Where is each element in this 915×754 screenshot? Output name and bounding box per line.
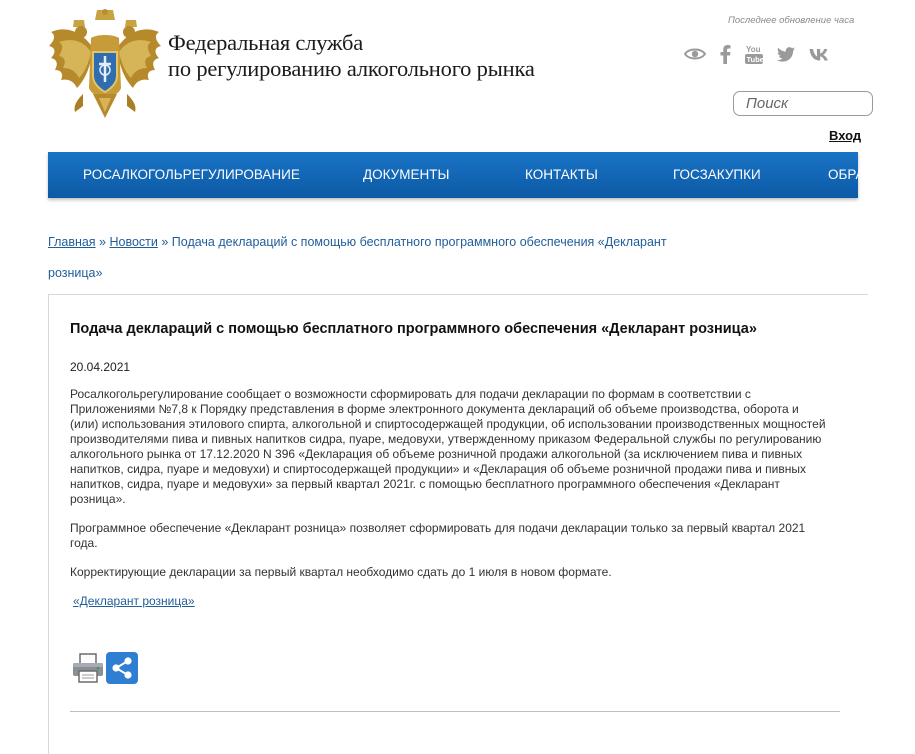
youtube-icon[interactable]: [745, 42, 763, 66]
search-box: [733, 91, 873, 116]
last-update-label: Последнее обновление часа: [728, 15, 855, 26]
twitter-icon[interactable]: [777, 42, 795, 66]
article-paragraph: Программное обеспечение «Декларант розница» позволяет сформировать для подачи декларации только за первый квартал 2021 года.: [70, 521, 806, 550]
svg-text:Tube: Tube: [746, 55, 764, 64]
main-nav: [48, 152, 915, 198]
breadcrumb-news[interactable]: Новости: [109, 235, 158, 249]
article-date: 20.04.2021: [70, 360, 131, 374]
svg-text:You: You: [746, 45, 761, 54]
declarant-download-link[interactable]: «Декларант розница»: [73, 594, 195, 608]
breadcrumb-separator: »: [157, 235, 172, 249]
breadcrumb-home[interactable]: Главная: [48, 235, 96, 249]
org-title-line2: по регулированию алкогольного рынка: [168, 56, 535, 81]
article-paragraph: Росалкогольрегулирование сообщает о возможности сформировать для подачи декларации по формам в соответствии с Приложениями №7,8 к Порядку представления в форме электронного документа деклараций об объеме производства, оборота и (или) использования этилового спирта, алкогольной и спиртосодержащей продукции, об использовании производственных мощностей производителями пива и пивных напитков сидра, пуаре, медовухи, утвержденному приказом Федеральной службы по регулированию алкогольного рынка от 17.12.2020 N 396 «Декларация об объеме розничной продажи алкогольной (за исключением пива и пивных напитков, сидра, пуаре и медовухи) и спиртосодержащей продукции» и «Декларация об объеме розничной продажи пива и пивных напитков, сидра, пуаре и медовухи» за первый квартал 2021г. с помощью бесплатного программного обеспечения «Декларант розница».: [70, 387, 826, 506]
breadcrumb-current: Подача деклараций с помощью бесплатного программного обеспечения «Декларант розница»: [48, 235, 667, 280]
article-actions: [72, 652, 140, 684]
article-body: [70, 387, 830, 609]
social-links: [684, 42, 845, 66]
search-input[interactable]: [734, 92, 872, 115]
nav-item-contacts[interactable]: КОНТАКТЫ: [525, 167, 598, 182]
org-title-line1: Федеральная служба: [168, 30, 364, 55]
nav-item-procurement[interactable]: ГОСЗАКУПКИ: [673, 167, 761, 182]
printer-icon[interactable]: [72, 652, 104, 684]
emblem-logo: [47, 8, 163, 126]
share-icon[interactable]: [106, 652, 138, 684]
login-link[interactable]: Вход: [829, 128, 862, 143]
breadcrumb: [48, 227, 698, 289]
article-panel: [48, 294, 868, 754]
facebook-icon[interactable]: [720, 42, 731, 66]
article-title: Подача деклараций с помощью бесплатного программного обеспечения «Декларант розница»: [70, 321, 757, 337]
nav-item-appeals[interactable]: ОБРАЩЕНИЯ: [828, 167, 915, 182]
breadcrumb-separator: »: [95, 235, 110, 249]
nav-item-rosalkogolregulirovanie[interactable]: РОСАЛКОГОЛЬРЕГУЛИРОВАНИЕ: [83, 167, 300, 182]
eye-icon[interactable]: [684, 42, 706, 66]
vk-icon[interactable]: [809, 42, 831, 66]
org-title[interactable]: [168, 30, 535, 82]
article-paragraph: Корректирующие декларации за первый квартал необходимо сдать до 1 июля в новом формате.: [70, 565, 612, 579]
nav-item-documents[interactable]: ДОКУМЕНТЫ: [363, 167, 450, 182]
content-divider: [70, 711, 840, 712]
